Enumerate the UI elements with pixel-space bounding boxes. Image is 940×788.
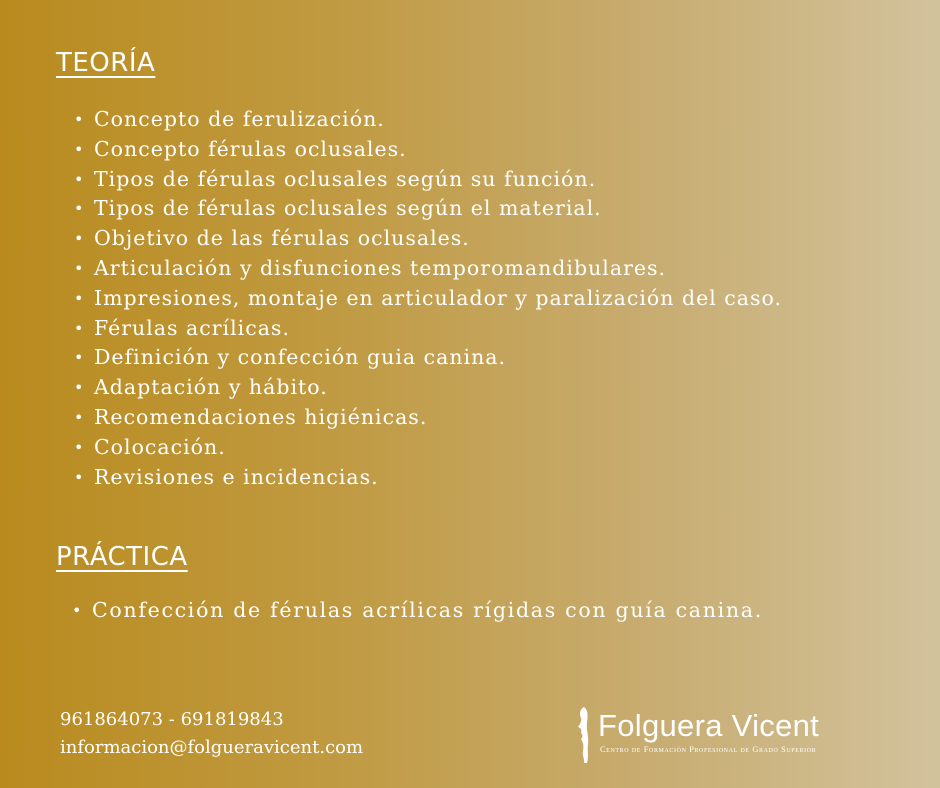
list-item: • Tipos de férulas oclusales según su función. — [74, 165, 782, 195]
practica-heading: PRÁCTICA — [56, 542, 188, 572]
list-item: • Impresiones, montaje en articulador y paralización del caso. — [74, 284, 782, 314]
list-item: • Tipos de férulas oclusales según el material. — [74, 194, 782, 224]
list-item: • Concepto de ferulización. — [74, 105, 782, 135]
list-item: • Férulas acrílicas. — [74, 314, 782, 344]
list-item: • Articulación y disfunciones temporomandibulares. — [74, 254, 782, 284]
teoria-list — [74, 105, 782, 492]
teoria-heading: TEORÍA — [56, 48, 156, 78]
list-item: • Revisiones e incidencias. — [74, 463, 782, 493]
contact-email: informacion@folgueravicent.com — [60, 737, 364, 758]
list-item: • Recomendaciones higiénicas. — [74, 403, 782, 433]
logo-name: Folguera Vicent — [598, 708, 820, 743]
list-item: • Colocación. — [74, 433, 782, 463]
logo-tagline: Centro de Formación Profesional de Grado Superior — [600, 745, 817, 754]
contact-phones: 961864073 - 691819843 — [60, 709, 284, 730]
list-item: • Concepto férulas oclusales. — [74, 135, 782, 165]
practica-list — [72, 596, 763, 626]
list-item: • Adaptación y hábito. — [74, 373, 782, 403]
folguera-vicent-logo — [574, 706, 864, 766]
contact-info — [60, 706, 363, 762]
list-item: • Confección de férulas acrílicas rígidas con guía canina. — [72, 596, 763, 626]
profile-silhouette-icon — [574, 706, 594, 764]
list-item: • Objetivo de las férulas oclusales. — [74, 224, 782, 254]
list-item: • Definición y confección guia canina. — [74, 343, 782, 373]
